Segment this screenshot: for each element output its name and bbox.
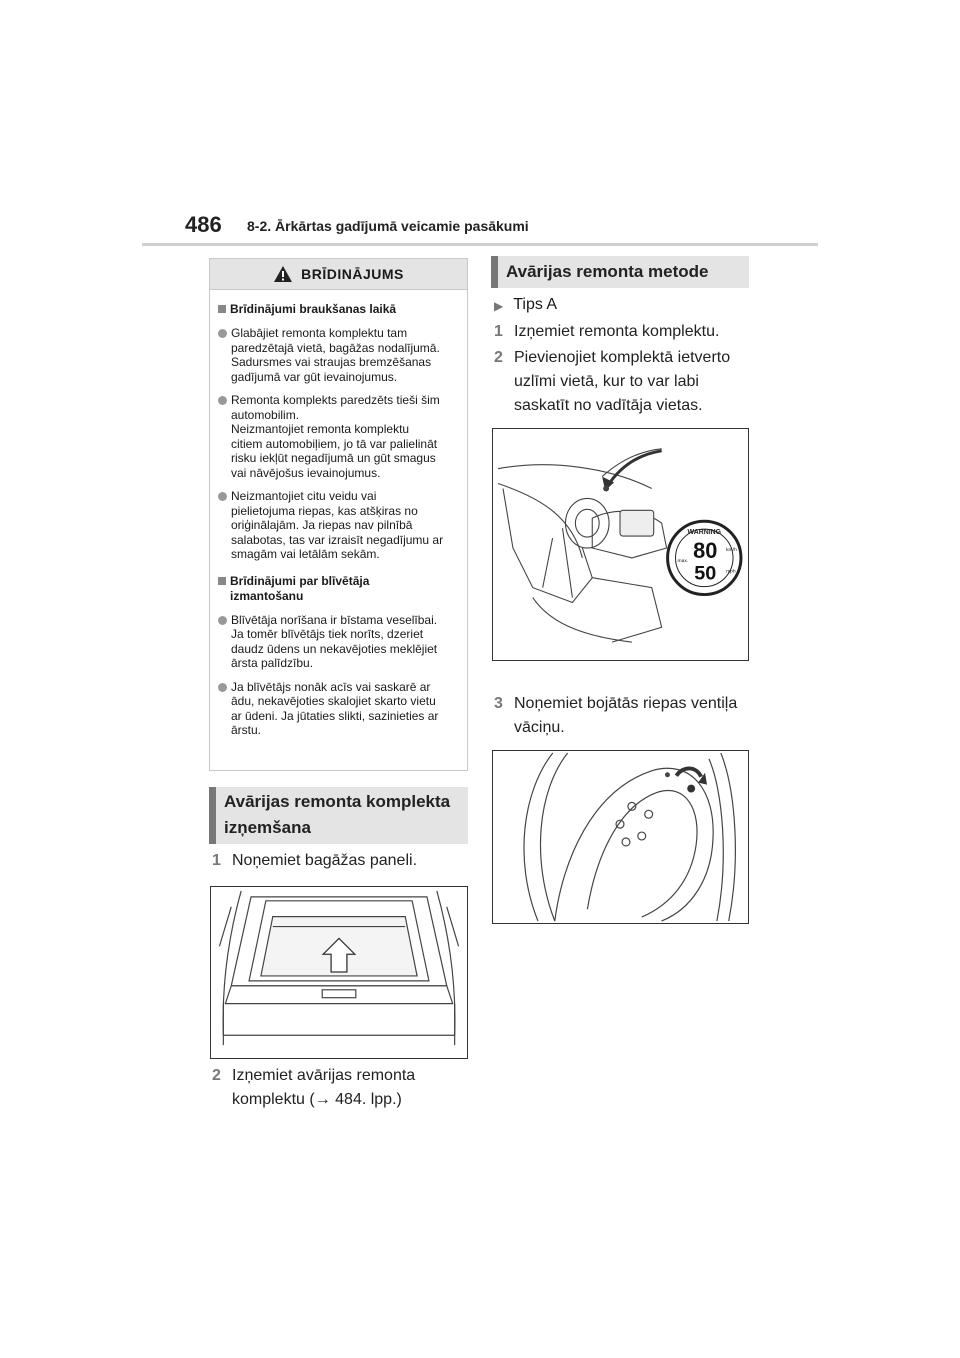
- square-bullet-icon: [218, 305, 226, 313]
- step-text: Noņemiet bagāžas paneli.: [232, 852, 418, 869]
- warning-subheading-text: Brīdinājumi par blīvētāja izmantošanu: [230, 573, 370, 603]
- step-text: Pievienojiet komplektā ietverto uzlīmi vietā, kur to var labi saskatīt no vadītāja vietas.: [514, 349, 731, 414]
- step-item: [494, 320, 719, 344]
- step-item: [212, 849, 417, 873]
- step-number: 2: [212, 1067, 221, 1084]
- sticker-unit-mph: mph: [726, 569, 736, 575]
- triangle-right-icon: ▶: [494, 299, 504, 313]
- bullet-dot-icon: [218, 616, 227, 625]
- sticker-speed-mph: 50: [694, 562, 717, 585]
- page-number: 486: [185, 212, 222, 237]
- interior-drawing: [493, 429, 748, 660]
- warning-item: [218, 326, 459, 384]
- step-number: 3: [494, 695, 503, 712]
- step-number: 1: [212, 852, 221, 869]
- warning-header: [210, 259, 467, 290]
- step-number: 2: [494, 349, 503, 366]
- warning-item-text: Remonta komplekts paredzēts tieši šim automobilim. Neizmantojiet remonta komplektu citiem automobiļiem, jo tā var palielināt risku iekļūt negadījumā un gūt smagus vai nāvējošus ievainojumus.: [231, 393, 440, 480]
- square-bullet-icon: [218, 577, 226, 585]
- warning-title: BRĪDINĀJUMS: [301, 266, 404, 282]
- warning-item: [218, 393, 459, 480]
- tips-label: [494, 296, 557, 314]
- warning-item: [218, 680, 459, 738]
- sticker-speed-kmh: 80: [693, 537, 718, 563]
- warning-item: [218, 489, 459, 562]
- warning-box: [209, 258, 468, 771]
- bullet-dot-icon: [218, 492, 227, 501]
- tire-drawing: [493, 751, 748, 923]
- section-title-repair-method: Avārijas remonta metode: [491, 256, 749, 288]
- warning-subheading: [218, 574, 459, 604]
- tips-text: Tips A: [513, 296, 558, 313]
- sticker-max: max.: [677, 558, 689, 564]
- step-text: Izņemiet remonta komplektu.: [514, 323, 720, 340]
- step-item: [494, 692, 737, 740]
- step-text: Izņemiet avārijas remonta komplektu (→ 484. lpp.): [232, 1067, 416, 1108]
- step-number: 1: [494, 323, 503, 340]
- bullet-dot-icon: [218, 683, 227, 692]
- trunk-illustration: [210, 886, 468, 1059]
- warning-item-text: Neizmantojiet citu veidu vai pielietojuma riepas, kas atšķiras no oriģinālajām. Ja riepas nav pilnībā salabotas, tas var izraisīt negadījumu ar smagām vai letālām sekām.: [231, 489, 444, 561]
- warning-subheading: [218, 302, 459, 317]
- warning-subheading-text: Brīdinājumi braukšanas laikā: [230, 302, 397, 316]
- trunk-drawing: [211, 887, 467, 1058]
- warning-item-text: Blīvētāja norīšana ir bīstama veselībai. Ja tomēr blīvētājs tiek norīts, dzeriet daudz ūdens un nekavējoties meklējiet ārsta palīdzību.: [231, 612, 438, 670]
- warning-item-text: Ja blīvētājs nonāk acīs vai saskarē ar ādu, nekavējoties skalojiet skarto vietu ar ūdeni. Ja jūtaties slikti, sazinieties ar ārstu.: [231, 679, 439, 737]
- warning-triangle-icon: [273, 265, 293, 283]
- warning-item-text: Glabājiet remonta komplektu tam paredzētajā vietā, bagāžas nodalījumā. Sadursmes vai straujas bremzēšanas gadījumā var gūt ievainojumus.: [231, 326, 440, 384]
- sticker-unit-kmh: km/h: [726, 547, 737, 553]
- step-item: [212, 1064, 415, 1112]
- sticker-label: WARNING: [687, 529, 722, 537]
- bullet-dot-icon: [218, 396, 227, 405]
- header-rule: [142, 243, 818, 246]
- warning-body: [210, 290, 467, 738]
- warning-item: [218, 613, 459, 671]
- step-item: [494, 346, 730, 418]
- step-text: Noņemiet bojātās riepas ventiļa vāciņu.: [514, 695, 738, 736]
- section-title-kit-removal: Avārijas remonta komplekta izņemšana: [209, 787, 468, 844]
- tire-valve-illustration: [492, 750, 749, 924]
- interior-illustration: [492, 428, 749, 661]
- running-head: 8-2. Ārkārtas gadījumā veicamie pasākumi: [247, 218, 529, 234]
- bullet-dot-icon: [218, 329, 227, 338]
